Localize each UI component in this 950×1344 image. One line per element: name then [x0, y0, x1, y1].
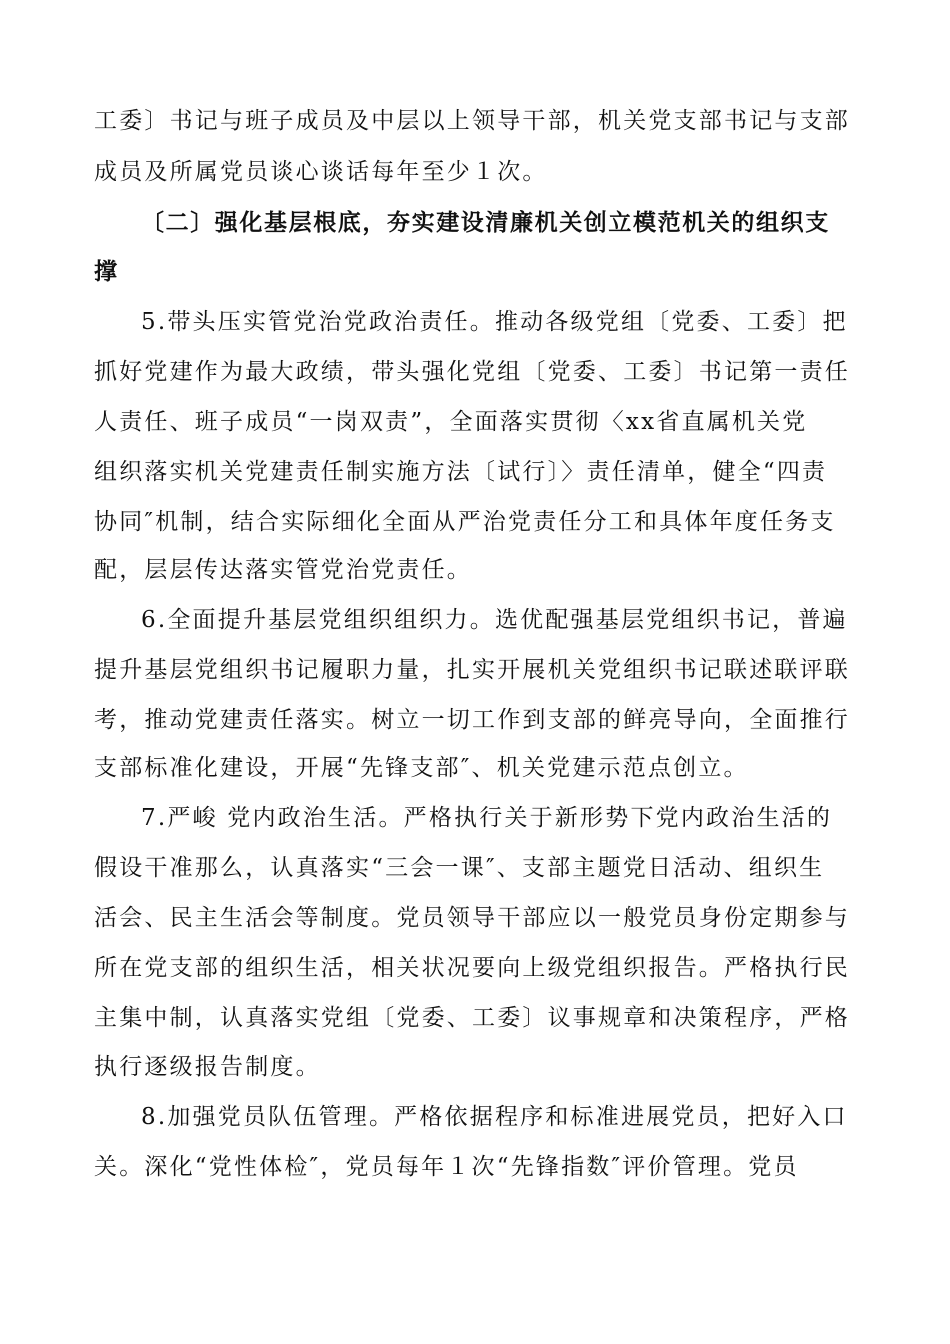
paragraph-7-start: 7.严峻 党内政治生活。严格执行关于新形势下党内政治生活的	[141, 805, 833, 831]
body-line: 协同″机制，结合实际细化全面从严治党责任分工和具体年度任务支	[94, 509, 836, 535]
body-line: 抓好党建作为最大政绩，带头强化党组〔党委、工委〕书记第一责任	[94, 359, 850, 385]
body-line: 关。深化“党性体检″，党员每年１次“先锋指数″评价管理。党员	[94, 1154, 799, 1180]
body-line: 支部标准化建设，开展“先锋支部″、机关党建示范点创立。	[94, 755, 749, 781]
body-line: 组织落实机关党建责任制实施方法〔试行〕〉责任清单，健全“四责	[94, 459, 828, 485]
paragraph-8-start: 8.加强党员队伍管理。严格依据程序和标准进展党员，把好入口	[141, 1104, 848, 1130]
paragraph-5-start: 5.带头压实管党治党政治责任。推动各级党组〔党委、工委〕把	[141, 309, 848, 335]
body-line: 提升基层党组织书记履职力量，扎实开展机关党组织书记联述联评联	[94, 657, 850, 683]
body-line: 主集中制，认真落实党组〔党委、工委〕议事规章和决策程序，严格	[94, 1005, 850, 1031]
body-line: 考，推动党建责任落实。树立一切工作到支部的鲜亮导向，全面推行	[94, 707, 850, 733]
section-heading-continued: 撑	[94, 259, 119, 285]
body-line: 配，层层传达落实管党治党责任。	[94, 557, 472, 583]
body-line: 工委〕书记与班子成员及中层以上领导干部，机关党支部书记与支部	[94, 108, 850, 134]
body-line: 人责任、班子成员“一岗双责”，全面落实贯彻〈xx省直属机关党	[94, 409, 808, 435]
paragraph-6-start: 6.全面提升基层党组织组织力。选优配强基层党组织书记，普遍	[141, 607, 848, 633]
body-line: 假设干准那么，认真落实“三会一课″、支部主题党日活动、组织生	[94, 855, 825, 881]
body-line: 成员及所属党员谈心谈话每年至少１次。	[94, 159, 548, 185]
section-heading: 〔二〕强化基层根底，夯实建设清廉机关创立模范机关的组织支	[141, 210, 830, 236]
body-line: 执行逐级报告制度。	[94, 1054, 321, 1080]
body-line: 所在党支部的组织生活，相关状况要向上级党组织报告。严格执行民	[94, 955, 850, 981]
body-line: 活会、民主生活会等制度。党员领导干部应以一般党员身份定期参与	[94, 905, 850, 931]
